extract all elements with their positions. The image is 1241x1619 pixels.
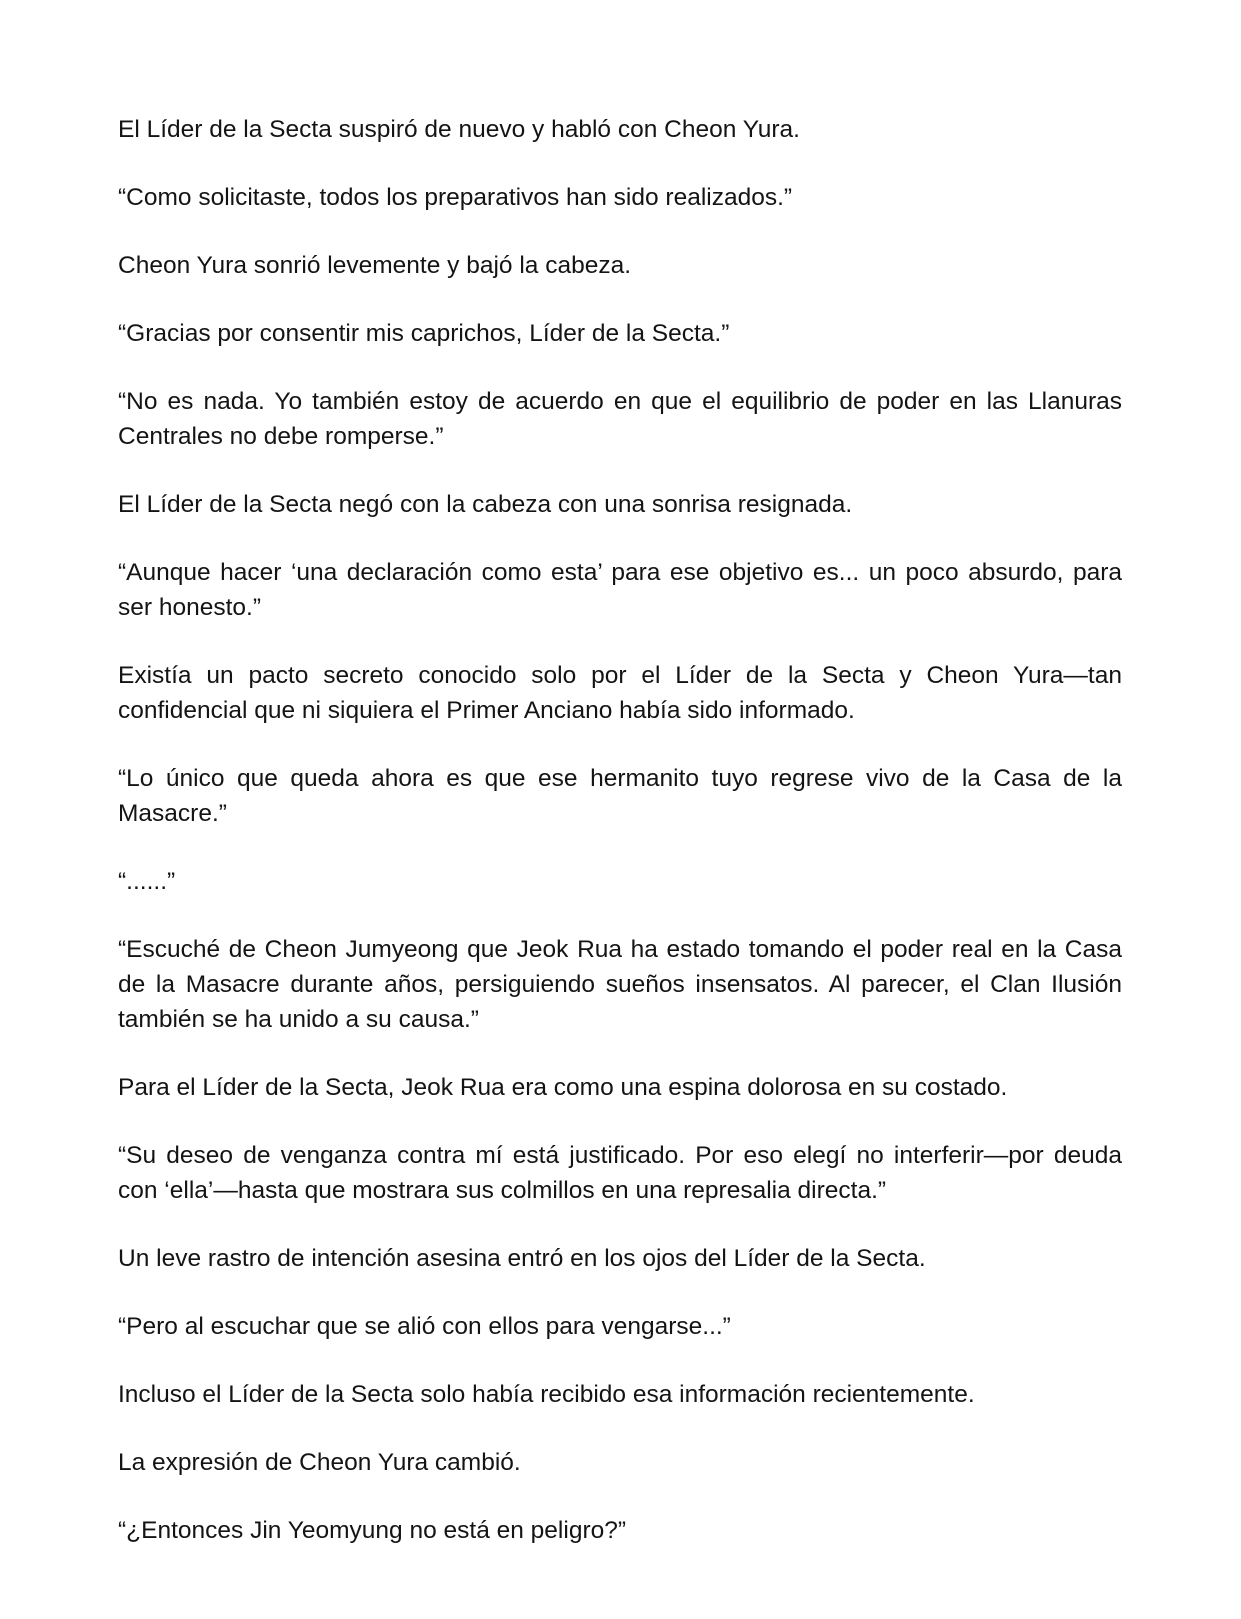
paragraph: El Líder de la Secta suspiró de nuevo y habló con Cheon Yura. <box>118 116 800 143</box>
paragraph: “Su deseo de venganza contra mí está justificado. Por eso elegí no interferir—por deuda con ‘ella’—hasta que mostrara sus colmillos en una represalia directa.” <box>118 1142 1122 1204</box>
paragraph: “Lo único que queda ahora es que ese hermanito tuyo regrese vivo de la Casa de la Masacre.” <box>118 765 1122 827</box>
paragraph: Un leve rastro de intención asesina entró en los ojos del Líder de la Secta. <box>118 1245 926 1272</box>
body-text <box>118 112 1122 1581</box>
paragraph: “......” <box>118 868 176 895</box>
paragraph: Existía un pacto secreto conocido solo por el Líder de la Secta y Cheon Yura—tan confidencial que ni siquiera el Primer Anciano había sido informado. <box>118 662 1122 724</box>
paragraph: La expresión de Cheon Yura cambió. <box>118 1449 521 1476</box>
paragraph: “No es nada. Yo también estoy de acuerdo en que el equilibrio de poder en las Llanuras Centrales no debe romperse.” <box>118 388 1122 450</box>
paragraph: “Aunque hacer ‘una declaración como esta’ para ese objetivo es... un poco absurdo, para ser honesto.” <box>118 559 1122 621</box>
paragraph: “Como solicitaste, todos los preparativos han sido realizados.” <box>118 184 793 211</box>
paragraph: Para el Líder de la Secta, Jeok Rua era como una espina dolorosa en su costado. <box>118 1074 1008 1101</box>
paragraph: Cheon Yura sonrió levemente y bajó la cabeza. <box>118 252 632 279</box>
paragraph: Incluso el Líder de la Secta solo había recibido esa información recientemente. <box>118 1381 975 1408</box>
paragraph: “¿Entonces Jin Yeomyung no está en peligro?” <box>118 1517 627 1544</box>
paragraph: El Líder de la Secta negó con la cabeza con una sonrisa resignada. <box>118 491 853 518</box>
paragraph: “Pero al escuchar que se alió con ellos para vengarse...” <box>118 1313 731 1340</box>
paragraph: “Gracias por consentir mis caprichos, Líder de la Secta.” <box>118 320 730 347</box>
paragraph: “Escuché de Cheon Jumyeong que Jeok Rua ha estado tomando el poder real en la Casa de la Masacre durante años, persiguiendo sueños insensatos. Al parecer, el Clan Ilusión también se ha unido a su causa.” <box>118 936 1122 1033</box>
